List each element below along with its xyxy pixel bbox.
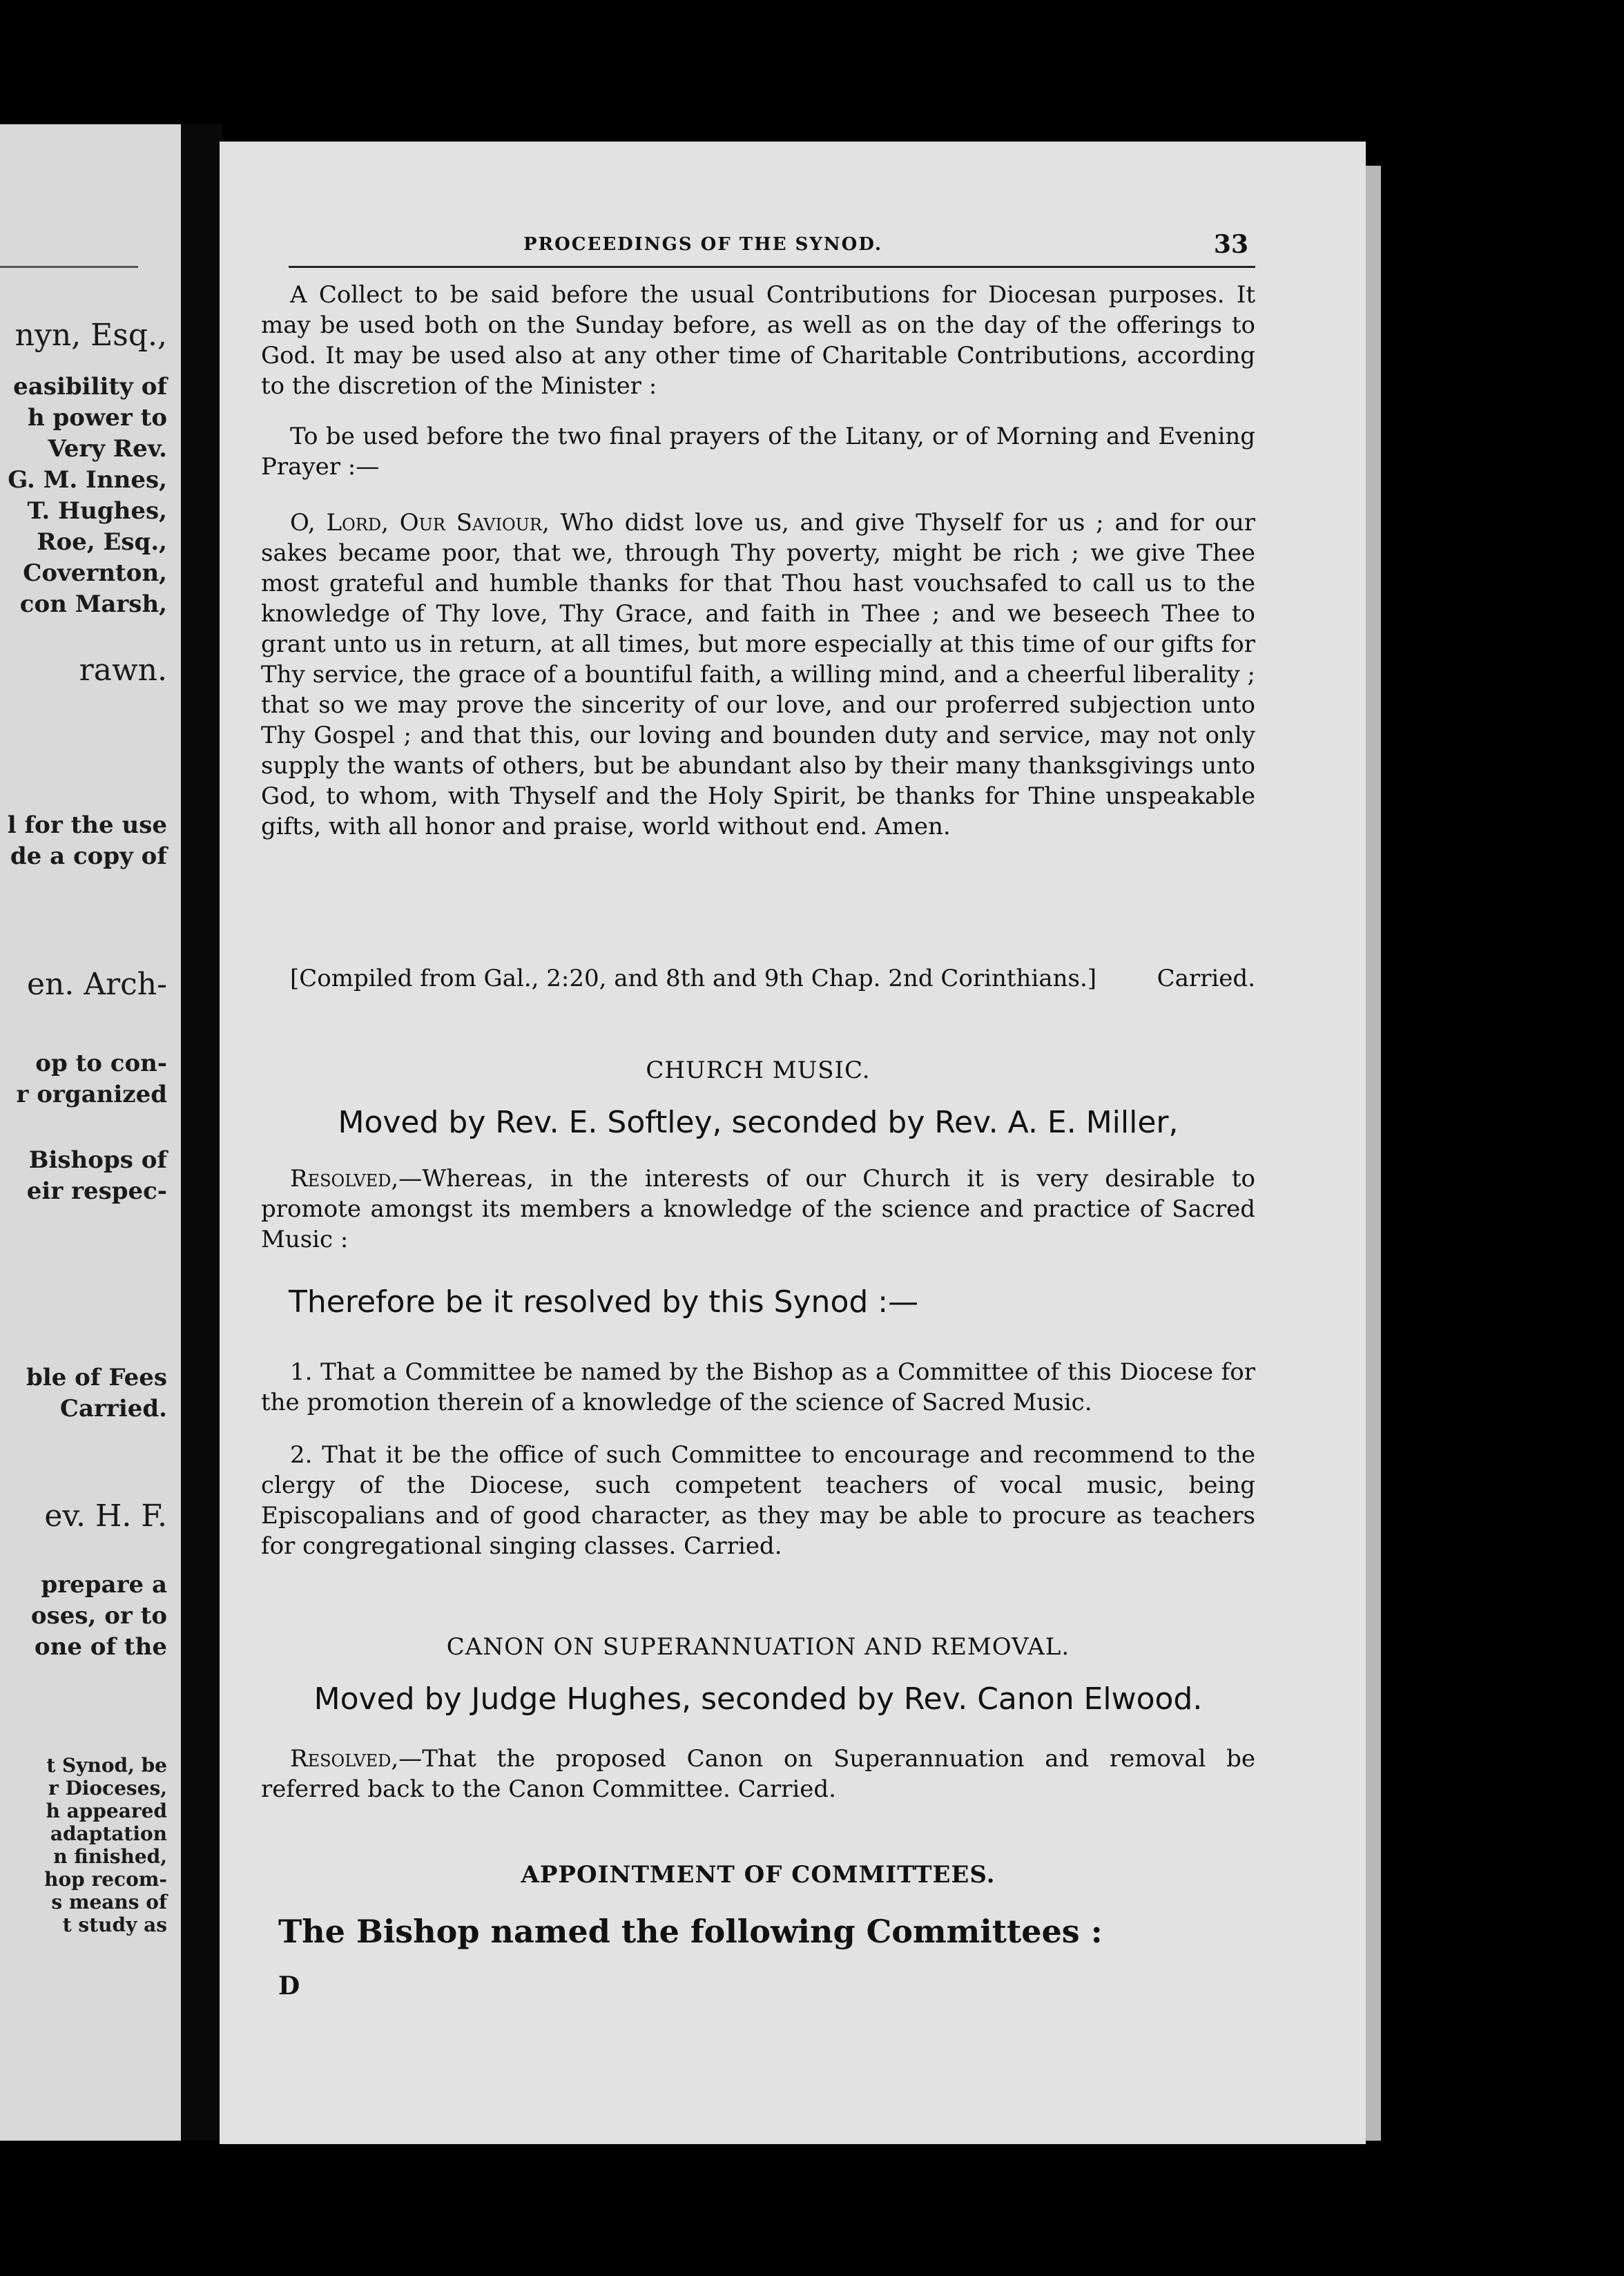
left-page-line: prepare a: [41, 1571, 167, 1599]
left-page-rule: [0, 266, 138, 268]
church-music-resolution: [261, 1164, 1255, 1255]
committees-heading: APPOINTMENT OF COMMITTEES.: [521, 1861, 996, 1889]
resolution-item-2: 2. That it be the office of such Committee to encourage and recommend to the clergy of the Diocese, such competent teachers of vocal music, being Episcopalians and of good character, as they may be able to procure as teachers for congregational singing classes. Carried.: [261, 1441, 1255, 1560]
page-header: [289, 224, 1255, 268]
left-page-line: oses, or to: [30, 1602, 167, 1630]
left-page-line: h appeared: [46, 1800, 167, 1822]
book-gutter: [181, 124, 222, 2141]
left-page-line: ev. H. F.: [44, 1498, 167, 1534]
left-page-line: t Synod, be: [46, 1754, 167, 1777]
collect-intro-paragraph: A Collect to be said before the usual Contributions for Diocesan purposes. It may be used both on the Sunday before, as well as on the day of the offerings to God. It may be used also at any other time of Charitable Contributions, according to the discretion of the Minister :: [261, 281, 1255, 400]
left-page-line: t study as: [62, 1913, 167, 1936]
left-page-line: h power to: [27, 404, 167, 432]
resolution-item-1: 1. That a Committee be named by the Bishop as a Committee of this Diocese for the promotion therein of a knowledge of the science of Sacred Music.: [261, 1358, 1255, 1416]
left-page-line: nyn, Esq.,: [14, 318, 167, 353]
left-page-line: r organized: [16, 1081, 167, 1108]
left-page-line: s means of: [51, 1891, 167, 1913]
left-page-line: one of the: [34, 1633, 167, 1661]
compiled-note: [261, 963, 1255, 994]
church-music-heading: CHURCH MUSIC.: [646, 1057, 871, 1084]
left-page-line: G. M. Innes,: [8, 466, 167, 494]
page-number: 33: [1213, 230, 1248, 259]
left-page-line: rawn.: [79, 653, 167, 688]
resolved-text: —Whereas, in the interests of our Church it is very desirable to promote amongst its members a knowledge of the science and practice of Sacred Music :: [261, 1165, 1255, 1253]
canon-resolution: [261, 1744, 1255, 1804]
left-page-line: ble of Fees: [26, 1364, 167, 1391]
left-page-line: hop recom-: [44, 1868, 167, 1891]
left-page-line: Roe, Esq.,: [37, 528, 167, 556]
prayer-opening: O, Lord, Our Saviour,: [290, 509, 550, 537]
carried-label: Carried.: [1157, 965, 1255, 992]
canon-heading: CANON ON SUPERANNUATION AND REMOVAL.: [446, 1633, 1070, 1661]
left-page-line: con Marsh,: [19, 590, 167, 618]
left-facing-page: [0, 124, 181, 2141]
left-page-line: eir respec-: [26, 1177, 167, 1205]
litany-note-paragraph: To be used before the two final prayers of the Litany, or of Morning and Evening Prayer :—: [261, 423, 1255, 481]
left-page-line: en. Arch-: [26, 967, 167, 1002]
bishop-named-line: The Bishop named the following Committees :: [278, 1913, 1103, 1950]
resolved-text: —That the proposed Canon on Superannuation and removal be referred back to the Canon Committee. Carried.: [261, 1745, 1255, 1803]
therefore-line: Therefore be it resolved by this Synod :—: [289, 1284, 919, 1320]
left-page-line: adaptation: [50, 1822, 167, 1845]
church-music-moved-line: Moved by Rev. E. Softley, seconded by Rev. A. E. Miller,: [338, 1105, 1179, 1140]
left-page-line: Bishops of: [28, 1146, 167, 1174]
left-page-line: l for the use: [7, 811, 167, 839]
resolved-label: Resolved,: [290, 1165, 399, 1193]
prayer-paragraph: [261, 508, 1255, 842]
right-page: [220, 142, 1366, 2144]
compiled-note-text: [Compiled from Gal., 2:20, and 8th and 9th Chap. 2nd Corinthians.]: [290, 965, 1097, 992]
running-title: PROCEEDINGS OF THE SYNOD.: [523, 234, 883, 255]
left-page-line: T. Hughes,: [27, 497, 167, 525]
left-page-line: r Dioceses,: [48, 1777, 167, 1800]
resolved-label: Resolved,: [290, 1745, 399, 1773]
canon-moved-line: Moved by Judge Hughes, seconded by Rev. Canon Elwood.: [313, 1681, 1203, 1717]
left-page-line: Very Rev.: [48, 435, 167, 463]
left-page-line: Carried.: [59, 1395, 167, 1422]
left-page-line: easibility of: [13, 373, 167, 401]
prayer-body: Who didst love us, and give Thyself for us ; and for our sakes became poor, that we, through Thy poverty, might be rich ; we give Thee most grateful and humble thanks for that Thou hast vouchsafed to call us to the knowledge of Thy love, Thy Grace, and faith in Thee ; and we beseech Thee to grant unto us in return, at all times, but more especially at this time of our gifts for Thy service, the grace of a bountiful faith, a willing mind, and a cheerful liberality ; that so we may prove the sincerity of our love, and our proferred subjection unto Thy Gospel ; and that this, our loving and bounden duty and service, may not only supply the wants of others, but be abundant also by their many thanksgivings unto God, to whom, with Thyself and the Holy Spirit, be thanks for Thine unspeakable gifts, with all honor and praise, world without end. Amen.: [261, 509, 1255, 840]
left-page-line: n finished,: [53, 1845, 167, 1868]
left-page-line: Covernton,: [23, 559, 167, 587]
left-page-line: op to con-: [35, 1050, 167, 1077]
left-page-line: de a copy of: [10, 842, 167, 870]
signature-mark: D: [278, 1971, 300, 2000]
